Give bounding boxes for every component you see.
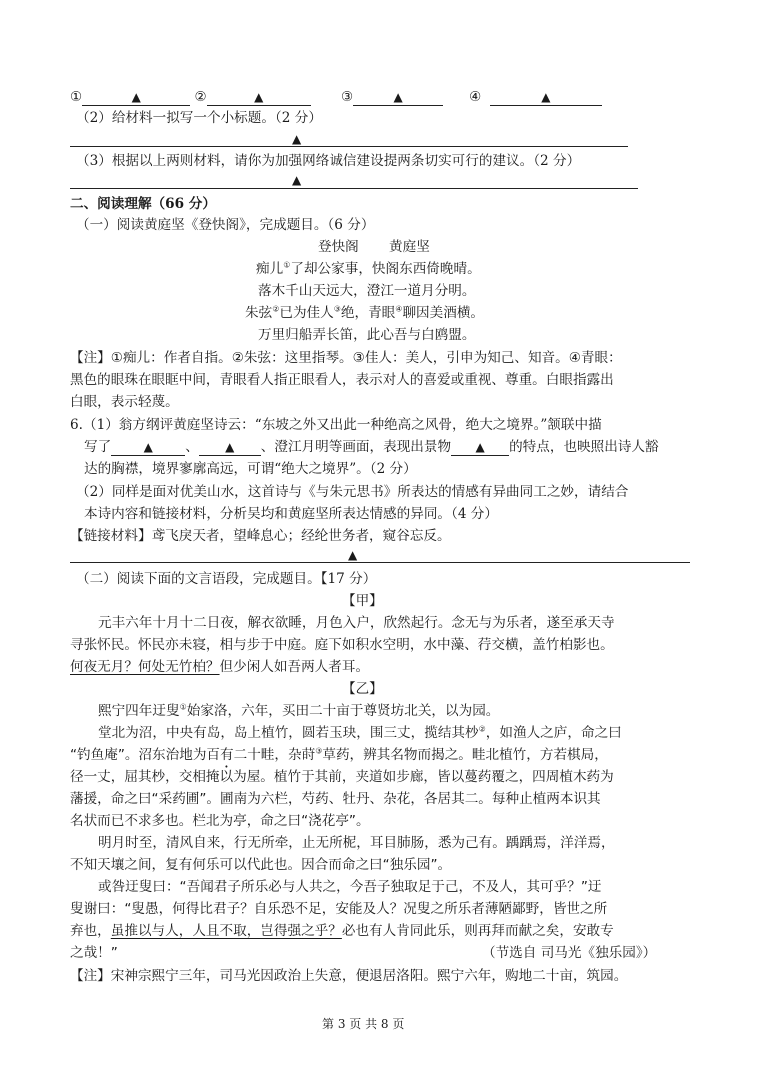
passage-yi-label: 【乙】 bbox=[342, 681, 383, 697]
question-6-2-line-2: 本诗内容和链接材料，分析吴均和黄庭坚所表达情感的异同。（4 分） bbox=[84, 506, 498, 522]
jia-line-2: 寻张怀民。怀民亦未寝，相与步于中庭。庭下如积水空明，水中藻、荇交横，盖竹柏影也。 bbox=[70, 637, 614, 653]
question-2: （2）给材料一拟写一个小标题。（2 分） bbox=[76, 110, 322, 126]
jia-underlined-sentence: 何夜无月？何处无竹柏？ bbox=[70, 659, 220, 675]
yi-line-1: 熙宁四年迂叟①始家洛，六年，买田二十亩于尊贤坊北关，以为园。 bbox=[98, 702, 500, 719]
yi-line-7: 明月时至，清风自来，行无所牵，止无所柅，耳目肺肠，悉为己有。踽踽焉，洋洋焉， bbox=[98, 835, 615, 851]
answer-blank-3[interactable]: ▲ bbox=[353, 89, 443, 106]
link-material-text: 鸢飞戾天者，望峰息心；经纶世务者，窥谷忘反。 bbox=[151, 528, 451, 544]
yi-line-2: 堂北为沼，中央有岛，岛上植竹，圆若玉玦，围三丈，揽结其杪②，如渔人之庐，命之曰 bbox=[98, 724, 622, 741]
poem-line-3: 朱弦②已为佳人③绝，青眼④聊因美酒横。 bbox=[245, 304, 485, 321]
question-6-1-line-2: 写了 ▲ 、 ▲ 、澄江月明等画面，表现出景物 ▲ 的特点，也映照出诗人豁 bbox=[84, 439, 659, 455]
part-2-intro: （二）阅读下面的文言语段，完成题目。【17 分） bbox=[76, 571, 377, 587]
answer-mark-q3: ▲ bbox=[292, 173, 302, 187]
yi-line-4: 径一丈，屈其杪，交相掩以为屋。植竹于其前，夹道如步廊，皆以蔓药覆之，四周植木药为 bbox=[70, 769, 614, 785]
yi-line-8: 不知天壤之间，复有何乐可以代此也。因合而命之曰“独乐园”。 bbox=[70, 857, 452, 873]
yi-line-3: “钓鱼庵”。沼东治地为百有二十畦，杂莳③草药，辨其名物而揭之。畦北植竹，方若棋局， bbox=[70, 746, 608, 763]
blank-2-number: ② bbox=[194, 89, 207, 105]
poem-note-1: 【注】①痴儿：作者自指。②朱弦：这里指琴。③佳人：美人，引申为知己、知音。④青眼： bbox=[70, 350, 622, 366]
answer-line-q3[interactable] bbox=[70, 188, 638, 189]
answer-line-q2[interactable] bbox=[70, 146, 628, 147]
link-material-label: 【链接材料】 bbox=[70, 528, 152, 544]
jia-line-3: 何夜无月？何处无竹柏？但少闲人如吾两人者耳。 bbox=[70, 659, 370, 675]
blank-1-number: ① bbox=[70, 89, 83, 105]
final-note: 【注】宋神宗熙宁三年，司马光因政治上失意，便退居洛阳。熙宁六年，购地二十亩，筑园。 bbox=[70, 968, 628, 984]
yi-line-9: 或咎迂叟曰：“吾闻君子所乐必与人共之，今吾子独取足于己，不及人，其可乎？”迂 bbox=[98, 879, 602, 895]
poem-line-4: 万里归船弄长笛，此心吾与白鸥盟。 bbox=[258, 327, 476, 343]
emphasis-char: 有 bbox=[220, 747, 234, 763]
blank-3-number: ③ bbox=[340, 89, 354, 105]
question-3: （3）根据以上两则材料，请你为加强网络诚信建设提两条切实可行的建议。（2 分） bbox=[76, 153, 581, 169]
poem-line-2: 落木千山天远大，澄江一道月分明。 bbox=[258, 283, 476, 299]
answer-line-q6-2[interactable] bbox=[70, 562, 690, 563]
answer-blank-6-1a[interactable]: ▲ bbox=[111, 439, 185, 456]
poem-title bbox=[318, 237, 430, 257]
yi-line-12: 之哉！” bbox=[70, 945, 118, 961]
blank-4-number: ④ bbox=[469, 89, 482, 105]
question-6-2-line-1: （2）同样是面对优美山水，这首诗与《与朱元思书》所表达的情感有异曲同工之妙，请结合 bbox=[76, 484, 629, 500]
poem-author: 黄庭坚 bbox=[389, 239, 430, 255]
passage-source: （节选自 司马光《独乐园》） bbox=[482, 945, 657, 961]
question-6-1-line-3: 达的胸襟，境界寥廓高远，可谓“绝大之境界”。（2 分） bbox=[84, 461, 417, 477]
yi-line-6: 名状而已不求多也。栏北为亭，命之曰“浇花亭”。 bbox=[70, 813, 370, 829]
answer-blank-6-1b[interactable]: ▲ bbox=[199, 439, 261, 456]
question-6-1-line-1: 6.（1）翁方纲评黄庭坚诗云：“东坡之外又出此一种绝高之风骨，绝大之境界。”颔联中描 bbox=[70, 417, 602, 433]
answer-blank-6-1c[interactable]: ▲ bbox=[451, 439, 509, 456]
poem-note-3: 白眼，表示轻蔑。 bbox=[70, 394, 179, 410]
yi-underlined-sentence: 虽推以与人，人且不取，岂得强之乎？ bbox=[110, 923, 342, 939]
section-2-title: 二、阅读理解（66 分） bbox=[70, 196, 216, 212]
answer-mark-q2: ▲ bbox=[292, 132, 302, 146]
yi-line-10: 叟谢曰：“叟愚，何得比君子？自乐恐不足，安能及人？况叟之所乐者薄陋鄙野，皆世之所 bbox=[70, 901, 608, 917]
answer-blank-1[interactable]: ▲ bbox=[82, 89, 190, 106]
answer-blanks-row bbox=[70, 87, 602, 107]
page-footer: 第 3 页 共 8 页 bbox=[322, 1017, 405, 1031]
yi-line-5: 藩援，命之曰“采药圃”。圃南为六栏，芍药、牡丹、杂花，各居其二。每种止植两本识其 bbox=[70, 791, 601, 807]
part-1-intro: （一）阅读黄庭坚《登快阁》，完成题目。（6 分） bbox=[76, 217, 375, 233]
passage-jia-label: 【甲】 bbox=[342, 593, 383, 609]
poem-title-text: 登快阁 bbox=[318, 239, 359, 255]
answer-mark-q6-2: ▲ bbox=[348, 548, 358, 562]
answer-blank-2[interactable]: ▲ bbox=[207, 89, 311, 106]
link-material bbox=[70, 526, 451, 546]
poem-line-1: 痴儿①了却公家事，快阁东西倚晚晴。 bbox=[256, 260, 481, 277]
answer-blank-4[interactable]: ▲ bbox=[490, 89, 602, 106]
jia-line-1: 元丰六年十月十二日夜，解衣欲睡，月色入户，欣然起行。念无与为乐者，遂至承天寺 bbox=[98, 615, 615, 631]
yi-line-11: 弃也，虽推以与人，人且不取，岂得强之乎？必也有人肯同此乐，则再拜而献之矣，安敢专 bbox=[70, 923, 614, 939]
poem-note-2: 黑色的眼珠在眼眶中间，青眼看人指正眼看人，表示对人的喜爱或重视、尊重。白眼指露出 bbox=[70, 372, 614, 388]
